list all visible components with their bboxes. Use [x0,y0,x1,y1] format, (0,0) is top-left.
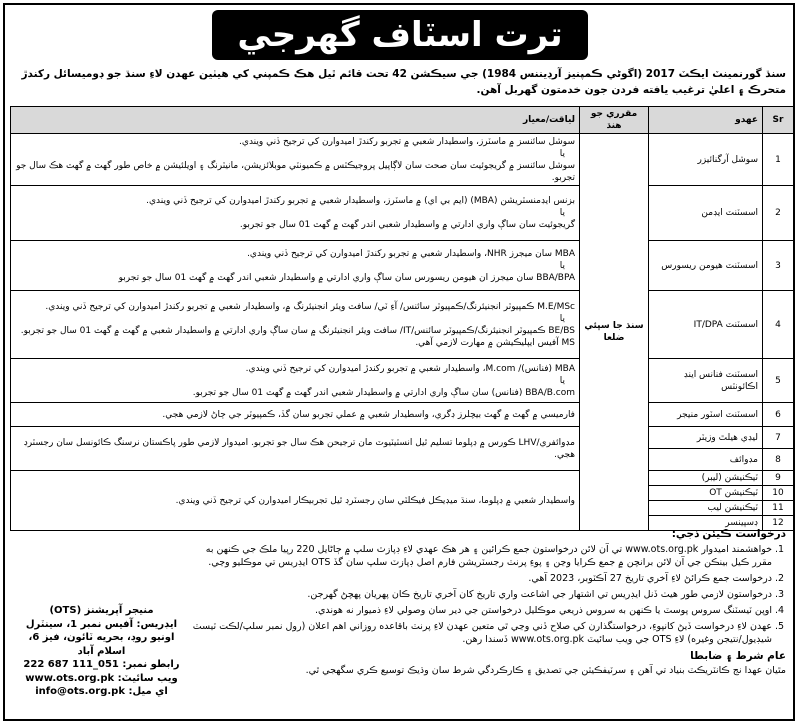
qualification-option-2: BBA/BPA سان ميجرز ان هيومن ريسورس سان ساڳ واري ادارتي ۾ واسطيدار شعبي اندر گهٽ ۾ گهٽ 01 سال جو تجربو [118,272,575,283]
row-sr: 10 [763,486,794,501]
table-row [11,427,794,449]
contact-website-label: ويب سائيٽ: [117,672,178,684]
qualification-option-1: بزنس ايڊمنسٽريشن (MBA) (ايم بي اي) ۾ ماسٽرز، واسطيدار شعبي ۾ تجربو رکندڙ اميدوارن کي ترجيح ڏني ويندي. [146,196,575,206]
row-qualification [11,359,580,403]
row-qualification [11,241,580,291]
or-label: يا [559,260,565,271]
how-to-apply-title: درخواست ڪيئن ڏجي: [671,528,786,540]
row-post: اسسٽنٽ اسٽور منيجر [649,403,763,427]
table-row [11,241,794,291]
apply-item: 2. درخواست جمع ڪرائڻ لاءِ آخري تاريخ 27 آڪٽوبر، 2023 آهي. [186,572,772,585]
header-qualification: لياقت/معيار [11,107,580,134]
table-row [11,359,794,403]
apply-item: 4. اوپن ٽيسٽنگ سروس پوسٽ يا ڪنهن به سروس ذريعي موڪليل درخواستن جي دير سان وصولي لاءِ ذميوار نه هوندي. [186,604,772,617]
or-label: يا [559,375,565,386]
row-post: ٽيڪنيشن (ليبر) [649,471,763,486]
contact-website-link[interactable]: www.ots.org.pk [25,672,115,684]
row-sr: 7 [763,427,794,449]
table-header-row [11,107,794,134]
table-row [11,186,794,241]
page-title: ترت اسٽاف گهرجي [212,10,588,60]
row-post: اسسٽنٽ IT/DPA [649,291,763,359]
or-label: يا [559,148,565,159]
row-qualification-group: مڊوائفري/LHV ڪورس ۾ ڊپلوما تسليم ٿيل انسٽيٽيوٽ مان ترجيحن هڪ سال جو تجربو. اميدوار لازمي طور پاڪستان نرسنگ ڪائونسل سان رجسٽرڊ هجي. [11,427,580,471]
contact-email-link[interactable]: info@ots.org.pk [35,686,125,697]
or-label: يا [559,208,565,218]
intro-paragraph: سنڌ گورنمينٽ ايڪٽ 2017 (اگوڻي ڪمپنيز آرڊيننس 1984) جي سيڪشن 42 تحت قائم ٿيل هڪ ڪمپني کي هيٺين عهدن لاءِ سنڌ جو ڊوميسائل رکندڙ متحرڪ ۽ اعليٰ ترغيب يافته فردن جون خدمتون گهربل آهن. [21,68,786,96]
qualification-option-2: BBA/B.com (فنانس) سان ساڳ واري ادارتي ۾ واسطيدار شعبي اندر گهٽ ۾ گهٽ 01 سال جو تجربو. [192,387,575,398]
row-post: اسسٽنٽ فنانس اينڊ اڪائونٽس [649,359,763,403]
qualification-option-1: سوشل سائنسز ۾ ماسٽرز، واسطيدار شعبي ۾ تجربو رکندڙ اميدوارن کي ترجيح ڏني ويندي. [239,136,575,147]
domicile-cell: سنڌ جا سڀئي ضلعا [580,134,649,531]
qualification-option-2: سوشل سائنسز ۾ گريجوئيٽ سان صحت سان لاڳاپيل پروجيڪٽس ۾ ڪميونٽي موبلائزيشن، مانيٽرنگ ۽ اويلئيشن ۾ خاص طور گهٽ ۾ گهٽ هڪ سال جو تجربو. [16,160,575,183]
qualification-option-2: BE/BS ڪمپيوٽر انجنيئرنگ/ڪمپيوٽر سائنس/IT/ سافٽ ويئر انجنيئرنگ ۾ سان ساڳ واري ادارتي ۾ واسطيدار شعبي ۾ گهٽ ۾ گهٽ 01 سال جو تجربو. MS آفيس ايپليڪيشن ۾ مهارت لازمي آهي. [20,325,575,348]
contact-phone: 051_111 687 222 [23,659,119,670]
row-qualification [11,134,580,186]
row-sr: 11 [763,501,794,516]
table-row [11,471,794,486]
apply-item: 5. عهدن لاءِ درخواست ڏيڻ کانپوءِ، درخواستگذارن کي صلاح ڏني وڃي ٿي متعين عهدن لاءِ پرنٽ باقاعده روزاني اهم اعلان (رول نمبر سلپ/لڪت ٽيسٽ شيڊيول/نتيجن وغيره) لاءِ OTS جي ويب سائيٽ www.ots.org.pk ڏسندا رهن. [186,620,772,646]
row-sr: 2 [763,186,794,241]
row-sr: 1 [763,134,794,186]
qualification-option-1: MBA سان ميجرز NHR، واسطيدار شعبي ۾ تجربو رکندڙ اميدوارن کي ترجيح ڏني ويندي. [247,248,575,259]
row-qualification-group: واسطيدار شعبي ۾ ڊپلوما، سنڌ ميڊيڪل فيڪلٽي سان رجسٽرڊ ٿيل تجربيڪار اميدوارن کي ترجيح ڏني ويندي. [11,471,580,531]
or-label: يا [559,313,565,324]
header-sr: Sr [763,107,794,134]
contact-org: منيجر آپريشنز (OTS) [49,605,154,616]
row-post: اسسٽنٽ ايڊمن [649,186,763,241]
row-sr: 4 [763,291,794,359]
terms-title: عام شرط ۽ ضابطا [690,650,786,662]
qualification-option-1: MBA (فنانس)/ M.com، واسطيدار شعبي ۾ تجربو رکندڙ اميدوارن کي ترجيح ڏني ويندي. [245,363,575,374]
header-post: عهدو [649,107,763,134]
row-sr: 6 [763,403,794,427]
qualification-option-1: M.E/MSc ڪمپيوٽر انجنيئرنگ/ڪمپيوٽر سائنس/ آءِ ٽي/ سافٽ ويئر انجنيئرنگ ۾، واسطيدار شعبي ۾ تجربو رکندڙ اميدوارن کي ترجيح ڏني ويندي. [45,301,575,312]
apply-item: 1. خواهشمند اميدوار www.ots.org.pk تي آن لائن درخواستون جمع ڪرائين ۽ هر هڪ عهدي لاءِ ڊپازٽ سلپ ۾ ڄاڻايل 220 رپيا ملڪ جي ڪنهن به مقرر ڪيل بينڪن جي آن لائن برانچن ۾ جمع ڪرايا وڃن ۽ پوءِ پرنٽ رجسٽريشن فارم اصل ڊپازٽ سلپ سان گڏ OTS ايڊريس تي موڪليو وڃي. [186,543,772,569]
header-domicile: مقرري جو هنڌ [580,107,649,134]
terms-text: مٿيان عهدا نج ڪانٽريڪٽ بنياد تي آهن ۽ سرٽيفڪيٽن جي تصديق ۽ ڪارڪردگي شرط سان وڌيڪ توسيع ڪري سگهجي ٿي. [305,665,786,676]
contact-block [14,604,189,699]
row-sr: 9 [763,471,794,486]
table-row [11,403,794,427]
row-sr: 3 [763,241,794,291]
row-post: سوشل آرگنائيزر [649,134,763,186]
row-qualification [11,186,580,241]
jobs-table [10,106,794,531]
contact-email-label: اي ميل: [128,686,168,697]
row-sr: 8 [763,449,794,471]
qualification-option-2: گريجوئيٽ سان ساڳ واري ادارتي ۾ واسطيدار شعبي اندر گهٽ ۾ گهٽ 01 سال جو تجربو. [239,220,575,230]
row-post: اسسٽنٽ هيومن ريسورس [649,241,763,291]
table-row [11,134,794,186]
row-post: ليڊي هيلٿ وزيٽر [649,427,763,449]
how-to-apply-section [186,528,786,677]
row-qualification: فارميسي ۾ گهٽ ۾ گهٽ بيچلرز ڊگري، واسطيدار شعبي ۾ عملي تجربو سان گڏ، ڪمپيوٽر جي ڄاڻ لازمي هجي. [11,403,580,427]
row-sr: 5 [763,359,794,403]
contact-address-1: ايڊريس: آفيس نمبر 1، سينٽرل [25,618,178,630]
row-sr: 12 [763,516,794,531]
row-post: ڊسپينسر [649,516,763,531]
row-post: مڊوائف [649,449,763,471]
row-post: ٽيڪنيشن ليب [649,501,763,516]
row-post: ٽيڪنيشن OT [649,486,763,501]
table-row [11,291,794,359]
apply-item: 3. درخواستون لازمي طور هيٺ ڏنل ايڊريس تي اشتهار جي اشاعت واري تاريخ کان آخري تاريخ ڪان پهريان پهچڻ گهرجن. [186,588,772,601]
row-qualification [11,291,580,359]
contact-phone-label: رابطو نمبر: [122,659,180,670]
contact-address-2: اونيو روڊ، بحريه ٽائون، فيز 6، اسلام آباد [28,632,175,657]
